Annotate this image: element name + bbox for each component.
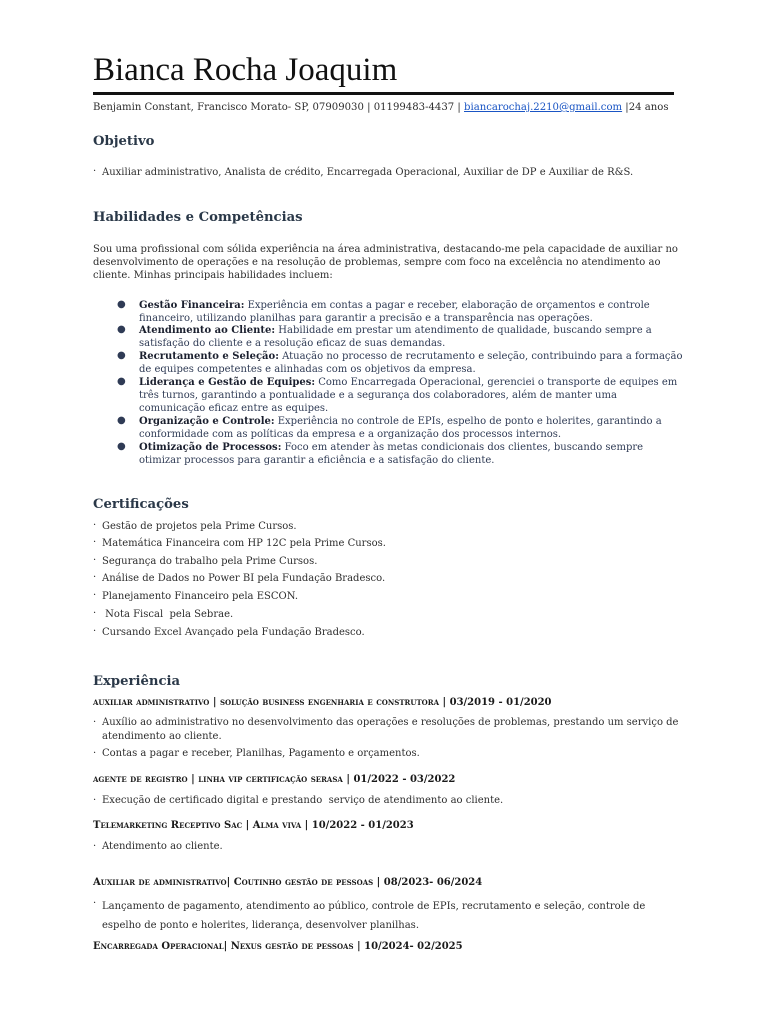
job-item: Contas a pagar e receber, Planilhas, Pagamento e orçamentos.	[102, 748, 420, 759]
skill-bullet: ●	[117, 376, 126, 387]
skill-item	[139, 376, 684, 415]
job-title: auxiliar administrativo | solução business engenharia e construtora | 03/2019 - 01/2020	[93, 697, 552, 708]
certification-item: Análise de Dados no Power BI pela Fundação Bradesco.	[102, 573, 386, 584]
skill-title: Gestão Financeira:	[139, 300, 245, 311]
skill-item	[139, 299, 684, 325]
age: |24 anos	[622, 102, 669, 113]
job-item: Auxílio ao administrativo no desenvolvimento das operações e resoluções de problemas, prestando um serviço de atendimento ao cliente.	[102, 717, 679, 742]
skill-bullet: ●	[117, 415, 126, 426]
bullet: ·	[93, 608, 97, 619]
bullet: ·	[93, 555, 97, 566]
section-heading-habilidades: Habilidades e Competências	[93, 210, 303, 225]
certification-item: Cursando Excel Avançado pela Fundação Bradesco.	[102, 627, 365, 638]
job-title: Auxiliar de administrativo| Coutinho gestão de pessoas | 08/2023- 06/2024	[93, 877, 483, 888]
email-link[interactable]: biancarochaj.2210@gmail.com	[464, 102, 623, 113]
section-heading-objetivo: Objetivo	[93, 134, 155, 149]
skill-text: Como Encarregada Operacional, gerenciei o transporte de equipes em três turnos, garantindo a pontualidade e a segurança dos colaboradores, além de manter uma comunicação eficaz entre as equipes.	[139, 377, 678, 414]
job-item: Execução de certificado digital e prestando serviço de atendimento ao cliente.	[102, 795, 504, 806]
bullet: ·	[93, 717, 97, 728]
candidate-name: Bianca Rocha Joaquim	[93, 52, 398, 88]
skill-bullet: ●	[117, 441, 126, 452]
skill-text: Foco em atender às metas condicionais dos clientes, buscando sempre otimizar processos para garantir a eficiência e a satisfação do cliente.	[139, 442, 644, 466]
skill-title: Otimização de Processos:	[139, 442, 282, 453]
job-title: Telemarketing Receptivo Sac | Alma viva | 10/2022 - 01/2023	[93, 820, 414, 831]
objetivo-item: Auxiliar administrativo, Analista de crédito, Encarregada Operacional, Auxiliar de DP e Auxiliar de R&S.	[102, 167, 634, 178]
bullet: ·	[93, 626, 97, 637]
bullet: ·	[93, 572, 97, 583]
bullet: ·	[93, 520, 97, 531]
bullet: ·	[93, 795, 97, 806]
skill-bullet: ●	[117, 350, 126, 361]
habilidades-intro: Sou uma profissional com sólida experiência na área administrativa, destacando-me pela capacidade de auxiliar no desenvolvimento de operações e na resolução de problemas, sempre com foco na excelência no atendimento ao cliente. Minhas principais habilidades incluem:	[93, 244, 678, 281]
skill-bullet: ●	[117, 324, 126, 335]
section-heading-certificacoes: Certificações	[93, 497, 189, 512]
certification-item: Nota Fiscal pela Sebrae.	[102, 609, 234, 620]
bullet: ·	[93, 166, 97, 177]
skill-item	[139, 350, 684, 376]
skill-text: Experiência em contas a pagar e receber, elaboração de orçamentos e controle financeiro, utilizando planilhas para garantir a precisão e a transparência nas operações.	[139, 300, 650, 324]
certification-item: Gestão de projetos pela Prime Cursos.	[102, 521, 297, 532]
title-divider	[93, 92, 674, 95]
skill-item	[139, 415, 684, 441]
bullet: ·	[93, 898, 97, 909]
skill-text: Atuação no processo de recrutamento e seleção, contribuindo para a formação de equipes competentes e alinhadas com os objetivos da empresa.	[139, 351, 683, 375]
job-title: Encarregada Operacional| Nexus gestão de pessoas | 10/2024- 02/2025	[93, 941, 463, 952]
certification-item: Segurança do trabalho pela Prime Cursos.	[102, 556, 318, 567]
skill-item	[139, 324, 684, 350]
job-item: Lançamento de pagamento, atendimento ao público, controle de EPIs, recrutamento e seleção, controle de espelho de ponto e holerites, liderança, desenvolver planilhas.	[102, 901, 646, 931]
section-heading-experiencia: Experiência	[93, 674, 181, 689]
job-title: agente de registro | linha vip certificação serasa | 01/2022 - 03/2022	[93, 774, 456, 785]
bullet: ·	[93, 590, 97, 601]
bullet: ·	[93, 841, 97, 852]
skill-bullet: ●	[117, 299, 126, 310]
contact-line	[93, 102, 669, 113]
skill-item	[139, 441, 684, 467]
certification-item: Planejamento Financeiro pela ESCON.	[102, 591, 298, 602]
contact-info: Benjamin Constant, Francisco Morato- SP, 07909030 | 01199483-4437 |	[93, 102, 464, 113]
bullet: ·	[93, 748, 97, 759]
skill-title: Recrutamento e Seleção:	[139, 351, 279, 362]
bullet: ·	[93, 537, 97, 548]
skill-text: Habilidade em prestar um atendimento de qualidade, buscando sempre a satisfação do cliente e a resolução eficaz de suas demandas.	[139, 325, 652, 349]
skill-text: Experiência no controle de EPIs, espelho de ponto e holerites, garantindo a conformidade com as políticas da empresa e a organização dos processos internos.	[139, 416, 662, 440]
skill-title: Organização e Controle:	[139, 416, 275, 427]
job-item: Atendimento ao cliente.	[102, 841, 223, 852]
skill-title: Atendimento ao Cliente:	[139, 325, 276, 336]
certification-item: Matemática Financeira com HP 12C pela Prime Cursos.	[102, 538, 386, 549]
skill-title: Liderança e Gestão de Equipes:	[139, 377, 316, 388]
